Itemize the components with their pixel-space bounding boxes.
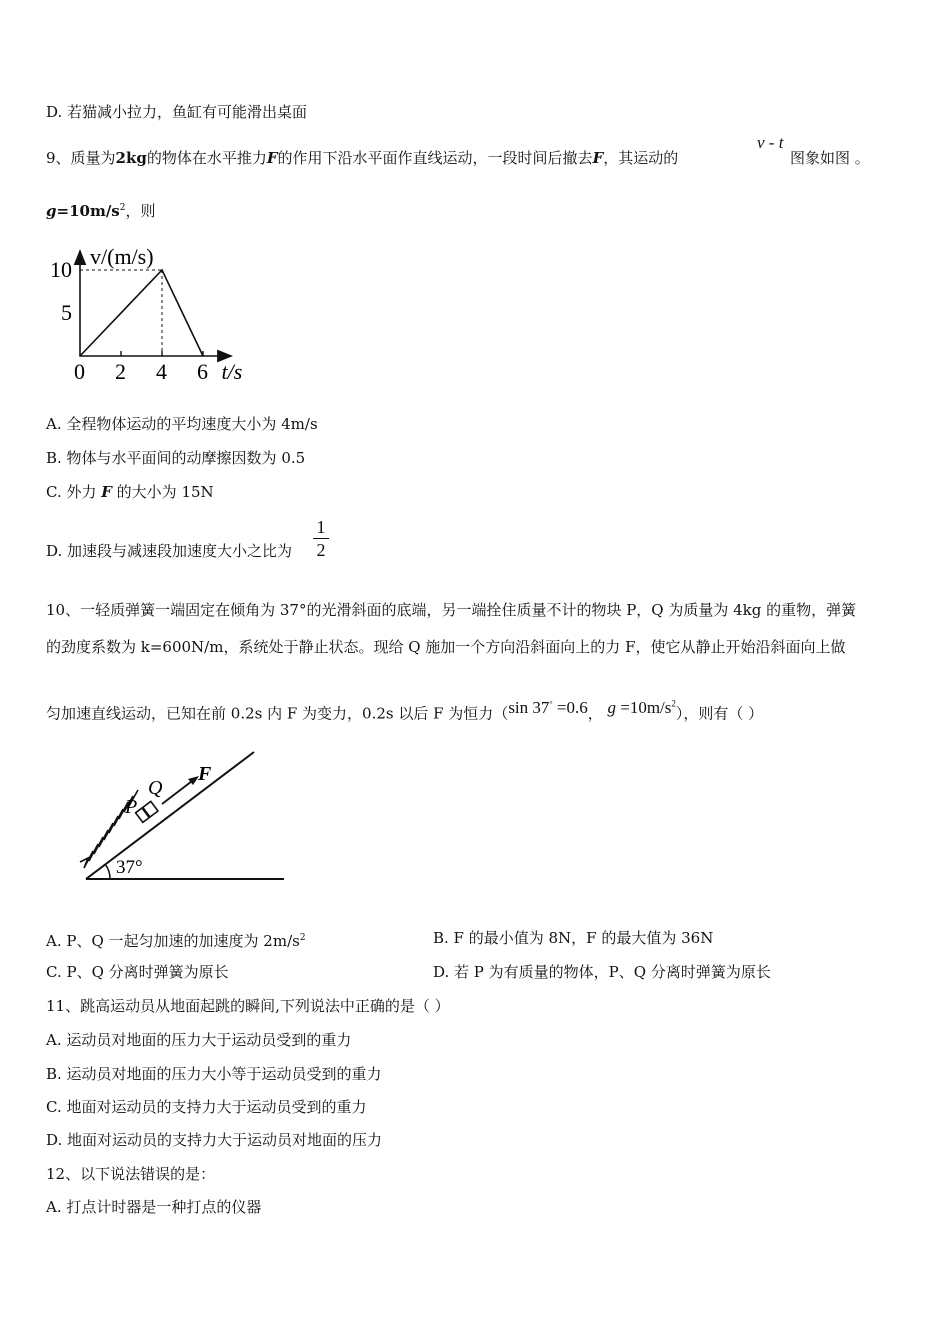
q10-option-a-text: A. P、Q 一起匀加速的加速度为 2m/s: [46, 932, 300, 950]
velocity-line: [80, 270, 203, 356]
q11-option-d: D. 地面对运动员的支持力大于运动员对地面的压力: [46, 1131, 383, 1149]
angle-arc: [105, 864, 110, 879]
q11-stem: 11、跳高运动员从地面起跳的瞬间,下列说法中正确的是（ ）: [46, 997, 450, 1015]
q9-option-c-b: 的大小为 15N: [111, 483, 214, 501]
incline-line: [86, 752, 254, 879]
q12-stem: 12、以下说法错误的是：: [46, 1165, 216, 1183]
q10-sin-value: =0.6: [552, 697, 588, 717]
x-tick-label-2: 2: [115, 359, 126, 384]
q9-option-a: A. 全程物体运动的平均速度大小为 4m/s: [46, 415, 318, 433]
q9-stem-b: 的物体在水平推力: [146, 149, 267, 167]
q11-option-a: A. 运动员对地面的压力大于运动员受到的重力: [46, 1031, 352, 1049]
x-tick-label-0: 0: [74, 359, 85, 384]
label-angle: 37°: [116, 857, 143, 878]
y-tick-label-5: 5: [61, 300, 72, 325]
q9-mass: 2kg: [115, 149, 147, 167]
q9-g-symbol: g: [46, 202, 57, 220]
q9-force-symbol-2: F: [592, 149, 604, 167]
y-axis-label: v/(m/s): [90, 243, 154, 269]
q9-option-b: B. 物体与水平面间的动摩擦因数为 0.5: [46, 449, 306, 467]
x-tick-label-6: 6: [197, 359, 208, 384]
block-pq: [136, 801, 158, 822]
q8-option-d: D. 若猫减小拉力，鱼缸有可能滑出桌面: [46, 103, 308, 121]
q10-deg: °: [549, 699, 553, 708]
q9-frac-num: 1: [313, 516, 329, 539]
data-point-1: [161, 269, 163, 271]
q9-vt-label: v - t: [757, 133, 784, 152]
q10-line-2: 的劲度系数为 k=600N/m，系统处于静止状态。现给 Q 施加一个方向沿斜面向上的力 F，使它从静止开始沿斜面向上做: [46, 638, 846, 656]
q10-sin: [508, 698, 587, 717]
q10-comma: ，: [587, 704, 603, 723]
q11-option-c: C. 地面对运动员的支持力大于运动员受到的重力: [46, 1098, 367, 1116]
q9-g-value: =10m/s: [56, 202, 120, 220]
q9-g-suffix: ，则: [125, 202, 156, 220]
q10-g: [608, 698, 676, 717]
q10-g-symbol: g: [607, 697, 616, 717]
x-tick-label-4: 4: [156, 359, 167, 384]
q12-option-a: A. 打点计时器是一种打点的仪器: [46, 1198, 262, 1216]
q10-option-c: C. P、Q 分离时弹簧为原长: [46, 963, 229, 981]
label-f: F: [198, 763, 212, 785]
q9-stem: [46, 148, 678, 168]
q10-option-d: D. 若 P 为有质量的物体，P、Q 分离时弹簧为原长: [433, 963, 771, 981]
q9-stem-a: 9、质量为: [46, 149, 116, 167]
q10-option-b: B. F 的最小值为 8N，F 的最大值为 36N: [433, 929, 714, 947]
q9-gravity: [46, 198, 156, 221]
q9-stem-e: 图象如图 。: [790, 149, 870, 167]
q10-option-a: [46, 928, 306, 951]
label-p: P: [125, 796, 138, 818]
q9-option-c: [46, 482, 214, 502]
label-q: Q: [148, 777, 163, 799]
q10-option-a-exp: 2: [299, 933, 306, 943]
q9-stem-d: ，其运动的: [603, 149, 679, 167]
data-point-0: [79, 355, 81, 357]
q10-line-3-b: ），则有（ ）: [675, 704, 764, 723]
q9-stem-c: 的作用下沿水平面作直线运动，一段时间后撤去: [277, 149, 593, 167]
q11-option-b: B. 运动员对地面的压力大小等于运动员受到的重力: [46, 1065, 382, 1083]
incline-figure: [60, 740, 300, 890]
q9-option-c-a: C. 外力: [46, 483, 102, 501]
x-axis-label: t/s: [221, 359, 243, 384]
data-point-2: [202, 355, 204, 357]
q9-option-c-F: F: [101, 483, 112, 501]
q10-sin-text: sin 37: [508, 697, 550, 717]
vt-chart: [40, 228, 270, 393]
q10-g-value: =10m/s: [616, 697, 672, 717]
q10-line-3-a: 匀加速直线运动，已知在前 0.2s 内 F 为变力，0.2s 以后 F 为恒力（: [46, 704, 509, 723]
y-tick-label-10: 10: [50, 257, 72, 282]
q9-force-symbol: F: [266, 149, 278, 167]
q10-line-1: 10、一轻质弹簧一端固定在倾角为 37°的光滑斜面的底端，另一端拴住质量不计的物块 P，Q 为质量为 4kg 的重物，弹簧: [46, 601, 857, 619]
q10-g-exp: 2: [671, 698, 676, 708]
q10-line-3: [46, 699, 763, 724]
q9-fraction: [313, 516, 329, 561]
q9-g-exp: 2: [119, 203, 126, 213]
q9-option-d: D. 加速段与减速段加速度大小之比为: [46, 542, 293, 560]
q9-frac-den: 2: [316, 540, 326, 560]
